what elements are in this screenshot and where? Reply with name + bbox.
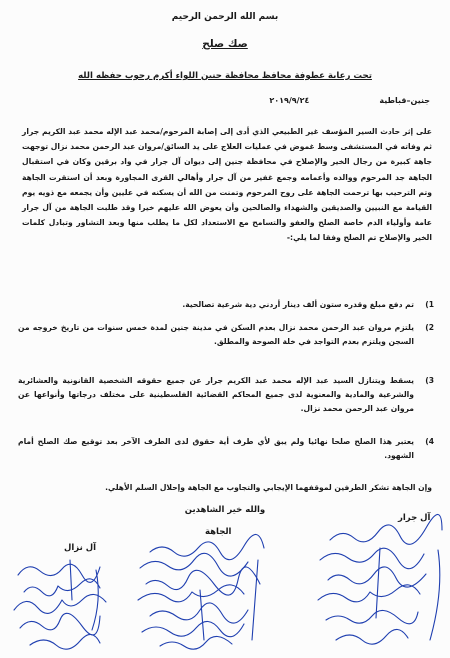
date: ٢٠١٩/٩/٢٤ — [269, 96, 310, 105]
item-number: 1) — [425, 300, 434, 309]
signature-label-nazzal: آل نزال — [64, 543, 97, 553]
item-text: تم دفع مبلغ وقدره ستون ألف دينار أردني دية شرعية تصالحية. — [182, 300, 414, 309]
item-text: يسقط ويتنازل السيد عبد الإله محمد عبد الكريم جرار عن جميع حقوقه الشخصية القانونية والعشائرية والشرعية والمادية والمعنوية لدى جميع المحاكم القضائية الفلسطينية على مختلف درجاتها وأنواعها عن مروان عبد الرحمن محمد نزال. — [18, 376, 414, 413]
signature-jaha-members — [138, 534, 264, 649]
document-title: صك صلح — [202, 38, 248, 50]
signature-label-jaha: الجاهة — [205, 527, 232, 537]
place-date-line — [269, 96, 430, 105]
signature-nazzal-family — [14, 560, 106, 649]
agreement-item-2 — [18, 321, 434, 349]
item-text: يعتبر هذا الصلح صلحا نهائيا ولم يبق لأي طرف أية حقوق لدى الطرف الآخر بعد توقيع صك الصلح أمام الشهود. — [18, 437, 414, 460]
closing-thanks: وإن الجاهة تشكر الطرفين لموقفهما الإيجابي والتجاوب مع الجاهة وإحلال السلم الأهلي. — [105, 483, 432, 492]
item-number: 3) — [425, 376, 434, 385]
intro-paragraph: على إثر حادث السير المؤسف غير الطبيعي الذي أدى إلى إصابة المرحوم/محمد عبد الإله محمد عبد الكريم جرار ثم وفاته في المستشفى وسط غموض في عمليات العلاج على يد السائق/مروان عبد الرحمن محمد نزال توجهت جاهة كبيرة من رجال الخير والإصلاح في محافظة جنين إلى ديوان آل جرار في واد برقين وكان في استقبال الجاهة جد المرحوم ووالده وأعمامه وجمع غفير من آل جرار وأهالي القرى المجاورة وبعد أن استقرت الجاهة وتم الترحيب بها ترحمت الجاهة على روح المرحوم وتمنت من الله أن يسكنه في عليين وأن يجمعه مع ذويه يوم القيامة مع النبيين والصديقين والشهداء والصالحين وأن يعوض الله عليهم خيرا وقد طلبت الجاهة من آل جرار عامة وأولياء الدم خاصة الصلح والعفو والتسامح مع الاستعداد لكل ما يطلب منها وبعد التشاور وتبادل كلمات الخير والإصلاح تم الصلح وفقا لما يلي:- — [22, 127, 432, 243]
signature-jarrar-family — [318, 514, 442, 644]
agreement-item-4 — [18, 435, 434, 463]
signature-label-jarrar: آل جرار — [398, 513, 431, 523]
document-subtitle: تحت رعاية عطوفة محافظ محافظة جنين اللواء أكرم رجوب حفظه الله — [78, 71, 372, 81]
witness-line: والله خير الشاهدين — [184, 505, 266, 515]
agreement-item-3 — [18, 374, 434, 416]
item-number: 4) — [425, 437, 434, 446]
agreement-item-1 — [18, 298, 434, 312]
basmala: بسم الله الرحمن الرحيم — [171, 12, 279, 22]
place: جنين–قباطية — [379, 96, 430, 105]
item-number: 2) — [425, 323, 434, 332]
item-text: يلتزم مروان عبد الرحمن محمد نزال بعدم السكن في مدينة جنين لمدة خمس سنوات من تاريخ خروجه من السجن ويلتزم بعدم التواجد في خلة الصوحة والمطلق. — [18, 323, 414, 346]
